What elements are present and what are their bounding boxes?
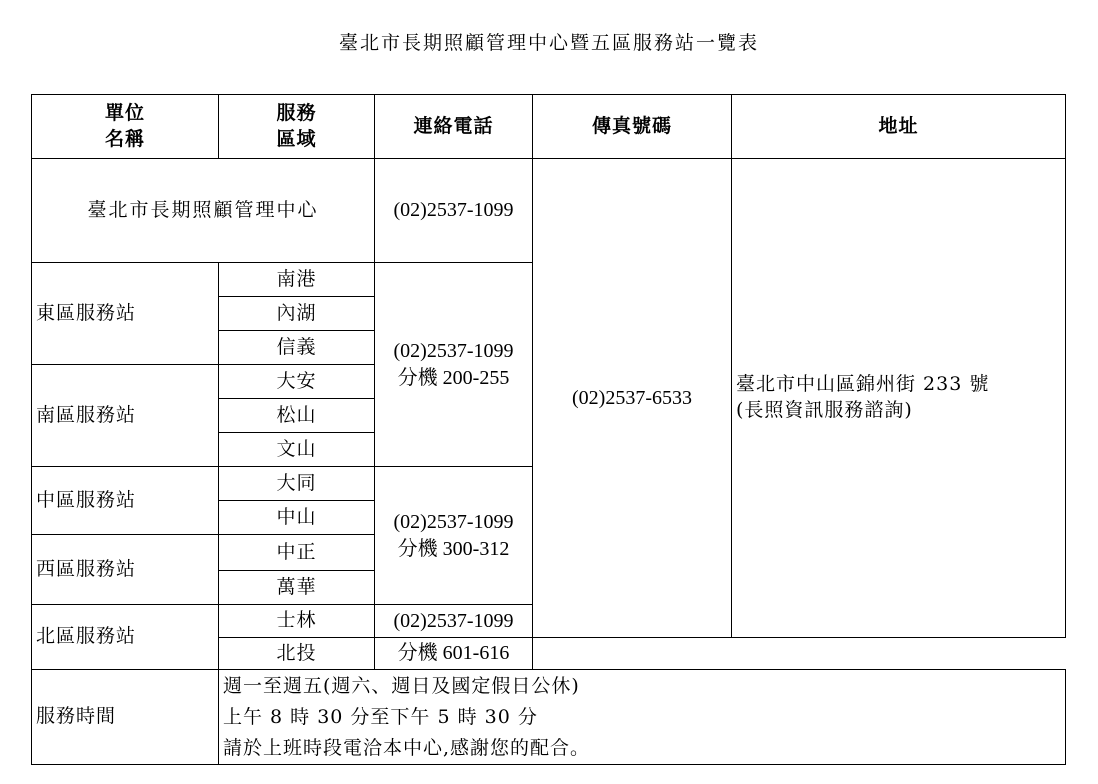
header-address: 地址 (732, 95, 1066, 159)
header-phone: 連絡電話 (375, 95, 533, 159)
header-fax: 傳真號碼 (533, 95, 732, 159)
phone-central-west: (02)2537-1099 分機 300-312 (375, 467, 533, 605)
center-name: 臺北市長期照顧管理中心 (32, 159, 375, 263)
service-station-table (31, 94, 1066, 765)
station-name-west: 西區服務站 (32, 535, 219, 605)
header-service-area: 服務 區域 (219, 95, 375, 159)
address-line: 臺北市中山區錦州街 233 號 (736, 373, 990, 396)
service-hours-text: 週一至週五(週六、週日及國定假日公休) 上午 8 時 30 分至下午 5 時 30 分 請於上班時段電洽本中心,感謝您的配合。 (219, 670, 1066, 765)
fax-number: (02)2537-6533 (533, 159, 732, 638)
area-item: 內湖 (219, 297, 375, 331)
phone-north-line1: (02)2537-1099 (375, 605, 533, 638)
area-item: 南港 (219, 263, 375, 297)
area-item: 文山 (219, 433, 375, 467)
service-hours-label: 服務時間 (32, 670, 219, 765)
area-item: 萬華 (219, 571, 375, 605)
area-item: 松山 (219, 399, 375, 433)
phone-north-line2: 分機 601-616 (375, 638, 533, 670)
station-name-east: 東區服務站 (32, 263, 219, 365)
phone-east-south: (02)2537-1099 分機 200-255 (375, 263, 533, 467)
header-unit-name: 單位 名稱 (32, 95, 219, 159)
address-cell (732, 159, 1066, 638)
document-title: 臺北市長期照顧管理中心暨五區服務站一覽表 (338, 32, 759, 54)
area-item: 信義 (219, 331, 375, 365)
station-name-north: 北區服務站 (32, 605, 219, 670)
area-item: 士林 (219, 605, 375, 638)
service-hours-row (32, 670, 1066, 765)
address-note: (長照資訊服務諮詢) (736, 399, 913, 421)
area-item: 大安 (219, 365, 375, 399)
area-item: 大同 (219, 467, 375, 501)
center-phone: (02)2537-1099 (375, 159, 533, 263)
station-name-central: 中區服務站 (32, 467, 219, 535)
area-item: 中正 (219, 535, 375, 571)
area-item: 中山 (219, 501, 375, 535)
header-row (32, 95, 1066, 159)
station-name-south: 南區服務站 (32, 365, 219, 467)
table-row (32, 159, 1066, 263)
area-item: 北投 (219, 638, 375, 670)
